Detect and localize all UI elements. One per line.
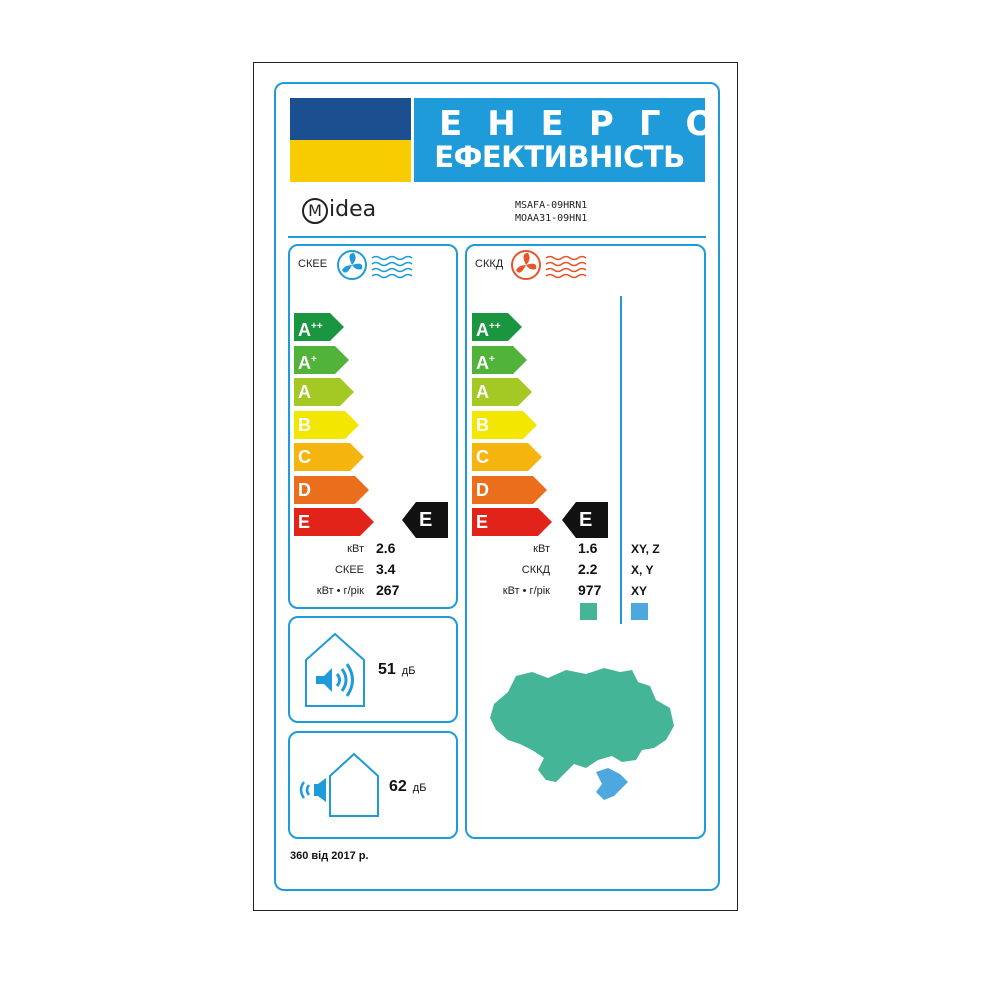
outdoor-noise-unit: дБ	[412, 782, 427, 794]
heating-scale-label: A+	[476, 352, 495, 373]
heating-scale-label: D	[476, 479, 489, 500]
indoor-noise-unit: дБ	[401, 665, 416, 677]
heating-scale-bar-d	[472, 476, 547, 504]
cooling-scale-bar-ap	[294, 346, 349, 374]
heating-rating-arrow	[562, 502, 608, 538]
zone-swatch-green	[580, 603, 597, 620]
brand-name-tail: idea	[329, 197, 377, 222]
fan-cold-icon	[336, 248, 414, 282]
cooling-scale-label: A+	[298, 352, 317, 373]
ukraine-climate-map	[486, 664, 682, 804]
cooling-scale-bar-app	[294, 313, 344, 341]
brand-logo-mark: M	[302, 198, 328, 224]
outdoor-speaker-house-icon	[296, 752, 380, 818]
cooling-row-label-power: кВт	[347, 543, 364, 555]
heating-scale-label: E	[476, 512, 489, 532]
heating-scale-bar-a	[472, 378, 532, 406]
cooling-label: СКЕЕ	[298, 258, 328, 270]
heating-scale-label: C	[476, 447, 489, 467]
zone-swatch-blue	[631, 603, 648, 620]
outdoor-noise-number: 62	[389, 778, 407, 795]
cooling-rating-arrow	[402, 502, 448, 538]
heating-label: СККД	[475, 258, 504, 270]
model-outdoor: MOAA31-09HN1	[515, 213, 588, 224]
cooling-scale-bar-b	[294, 411, 359, 439]
cooling-scale-bar-e	[294, 508, 374, 536]
cooling-scale-label: E	[298, 512, 311, 532]
title-banner	[414, 98, 740, 182]
regulation-footer: 360 від 2017 р.	[290, 850, 369, 862]
heating-row-value-scop: 2.2	[578, 561, 598, 577]
heating-scale-bar-b	[472, 411, 537, 439]
cooling-rating-letter: E	[419, 509, 433, 531]
cooling-scale-label: A++	[298, 320, 323, 340]
heating-scale-label: A	[476, 382, 489, 402]
cooling-scale-bar-d	[294, 476, 369, 504]
cooling-scale-label: A	[298, 382, 311, 402]
heating-rating-letter: E	[579, 509, 593, 531]
heating-row-zone-scop: X, Y	[631, 563, 654, 577]
outdoor-noise-value	[389, 778, 426, 796]
heating-row-zone-power: XY, Z	[631, 542, 660, 556]
cooling-scale-bar-c	[294, 443, 364, 471]
title-line-2: ЕФЕКТИВНІСТЬ	[434, 140, 685, 174]
heating-row-value-annual: 977	[578, 582, 602, 598]
cooling-row-label-seer: СКЕЕ	[334, 564, 364, 576]
heating-scale-label: A++	[476, 320, 501, 340]
heating-row-label-scop: СККД	[521, 564, 550, 576]
cooling-scale-label: B	[298, 414, 311, 435]
title-line-1: ЕНЕРГО	[439, 104, 740, 144]
heating-row-label-power: кВт	[533, 543, 550, 555]
indoor-noise-number: 51	[378, 661, 396, 678]
cooling-scale-bar-a	[294, 378, 354, 406]
brand-logo	[302, 197, 376, 224]
model-indoor: MSAFA-09HRN1	[515, 200, 588, 211]
cooling-scale-label: C	[298, 447, 311, 467]
heating-scale-bar-e	[472, 508, 552, 536]
flag-yellow-stripe	[290, 140, 411, 182]
cooling-row-value-annual: 267	[376, 582, 400, 598]
cooling-row-value-seer: 3.4	[376, 561, 396, 577]
heating-scale-bar-ap	[472, 346, 527, 374]
fan-heat-icon	[510, 248, 588, 282]
heating-zone-divider	[620, 296, 622, 624]
cooling-scale-label: D	[298, 479, 311, 500]
indoor-noise-value	[378, 661, 415, 679]
heating-scale-bar-c	[472, 443, 542, 471]
flag-blue-stripe	[290, 98, 411, 140]
heating-row-zone-annual: XY	[631, 584, 648, 598]
heating-scale-bar-app	[472, 313, 522, 341]
heating-scale-label: B	[476, 414, 489, 435]
indoor-speaker-house-icon	[304, 632, 366, 708]
cooling-row-label-annual: кВт • г/рік	[316, 585, 364, 597]
heating-row-value-power: 1.6	[578, 540, 598, 556]
header-divider	[288, 236, 706, 238]
heating-row-label-annual: кВт • г/рік	[502, 585, 550, 597]
cooling-row-value-power: 2.6	[376, 540, 396, 556]
